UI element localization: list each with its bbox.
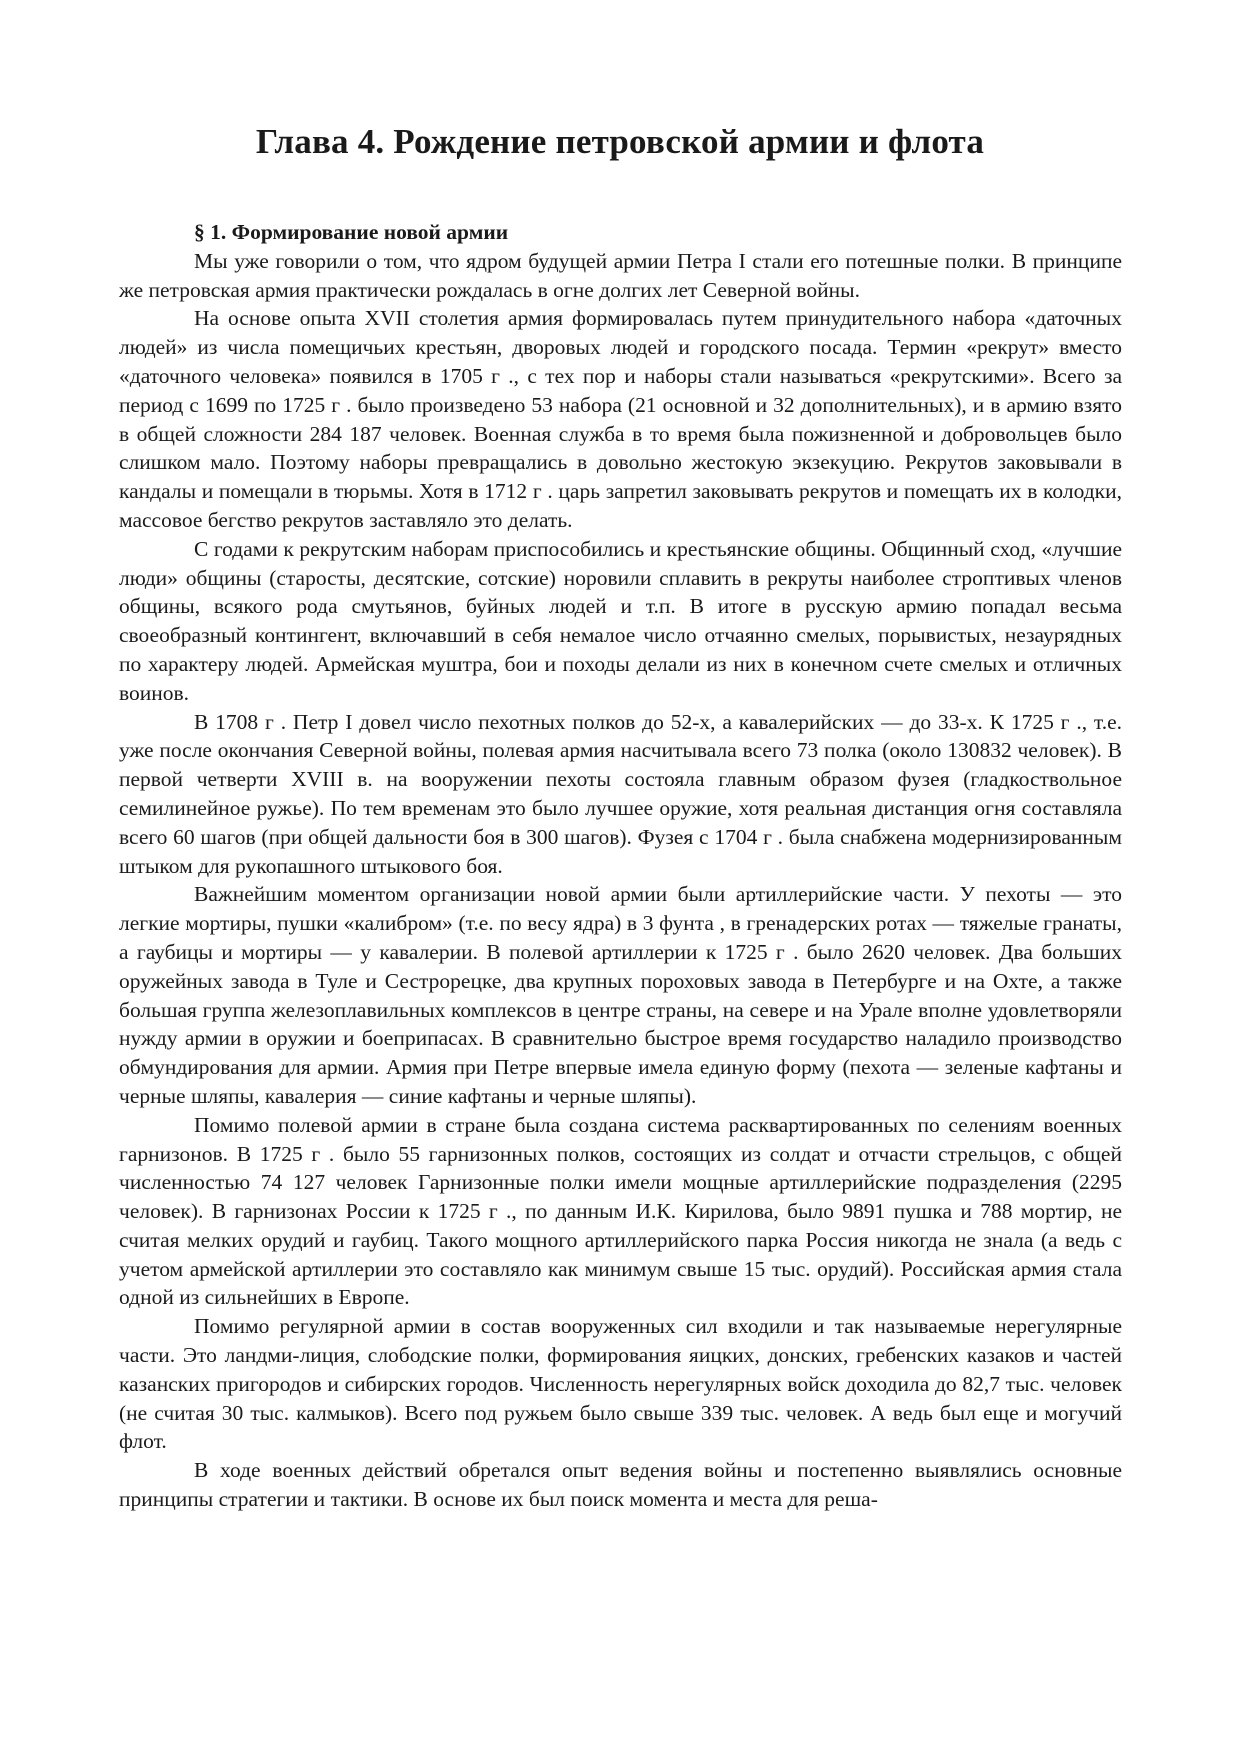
- paragraph: В 1708 г . Петр I довел число пехотных полков до 52-х, а кавалерийских — до 33-х. К 1725 г ., т.е. уже после окончания Северной войны, полевая армия насчитывала всего 73 полка (около 130832 человек). В первой четверти XVIII в. на вооружении пехоты состояла главным образом фузея (гладкоствольное семилинейное ружье). По тем временам это было лучшее оружие, хотя реальная дистанция огня составляла всего 60 шагов (при общей дальности боя в 300 шагов). Фузея с 1704 г . была снабжена модернизированным штыком для рукопашного штыкового боя.: [119, 709, 1122, 878]
- paragraph: На основе опыта XVII столетия армия формировалась путем принудительного набора «даточных людей» из числа помещичьих крестьян, дворовых людей и городского посада. Термин «рекрут» вместо «даточного человека» появился в 1705 г ., с тех пор и наборы стали называться «рекрутскими». Всего за период с 1699 по 1725 г . было произведено 53 набора (21 основной и 32 дополнительных), и в армию взято в общей сложности 284 187 человек. Военная служба в то время была пожизненной и добровольцев было слишком мало. Поэтому наборы превращались в довольно жестокую экзекуцию. Рекрутов заковывали в кандалы и помещали в тюрьмы. Хотя в 1712 г . царь запретил заковывать рекрутов и помещать их в колодки, массовое бегство рекрутов заставляло это делать.: [119, 306, 1122, 532]
- paragraph: С годами к рекрутским наборам приспособились и крестьянские общины. Общинный сход, «лучшие люди» общины (старосты, десятские, сотские) норовили сплавить в рекруты наиболее строптивых членов общины, всякого рода смутьянов, буйных людей и т.п. В итоге в русскую армию попадал весьма своеобразный контингент, включавший в себя немалое число отчаянно смелых, порывистых, незаурядных по характеру людей. Армейская муштра, бои и походы делали из них в конечном счете смелых и отличных воинов.: [119, 536, 1122, 705]
- paragraph: Помимо регулярной армии в состав вооруженных сил входили и так называемые нерегулярные части. Это ландми-лиция, слободские полки, формирования яицких, донских, гребенских казаков и частей казанских пригородов и сибирских городов. Численность нерегулярных войск доходила до 82,7 тыс. человек (не считая 30 тыс. калмыков). Всего под ружьем было свыше 339 тыс. человек. А ведь был еще и могучий флот.: [119, 1314, 1122, 1454]
- paragraph: Мы уже говорили о том, что ядром будущей армии Петра I стали его потешные полки. В принципе же петровская армия практически рождалась в огне долгих лет Северной войны.: [119, 248, 1122, 302]
- chapter-title: Глава 4. Рождение петровской армии и флота: [255, 122, 985, 161]
- body-text: [119, 218, 1122, 1514]
- section-title: § 1. Формирование новой армии: [194, 220, 509, 244]
- paragraph: В ходе военных действий обретался опыт ведения войны и постепенно выявлялись основные принципы стратегии и тактики. В основе их был поиск момента и места для реша-: [119, 1458, 1122, 1512]
- paragraph: Помимо полевой армии в стране была создана система расквартированных по селениям военных гарнизонов. В 1725 г . было 55 гарнизонных полков, состоящих из солдат и отчасти стрельцов, с общей численностью 74 127 человек Гарнизонные полки имели мощные артиллерийские подразделения (2295 человек). В гарнизонах России к 1725 г ., по данным И.К. Кирилова, было 9891 пушка и 788 мортир, не считая мелких орудий и гаубиц. Такого мощного артиллерийского парка Россия никогда не знала (а ведь с учетом армейской артиллерии это составляло как минимум свыше 15 тыс. орудий). Российская армия стала одной из сильнейших в Европе.: [119, 1112, 1122, 1310]
- paragraph: Важнейшим моментом организации новой армии были артиллерийские части. У пехоты — это легкие мортиры, пушки «калибром» (т.е. по весу ядра) в 3 фунта , в гренадерских ротах — тяжелые гранаты, а гаубицы и мортиры — у кавалерии. В полевой артиллерии к 1725 г . было 2620 человек. Два больших оружейных завода в Туле и Сестрорецке, два крупных пороховых завода в Петербурге и на Охте, а также большая группа железоплавильных комплексов в центре страны, на севере и на Урале вполне удовлетворяли нужду армии в оружии и боеприпасах. В сравнительно быстрое время государство наладило производство обмундирования для армии. Армия при Петре впервые имела единую форму (пехота — зеленые кафтаны и черные шляпы, кавалерия — синие кафтаны и черные шляпы).: [119, 882, 1122, 1108]
